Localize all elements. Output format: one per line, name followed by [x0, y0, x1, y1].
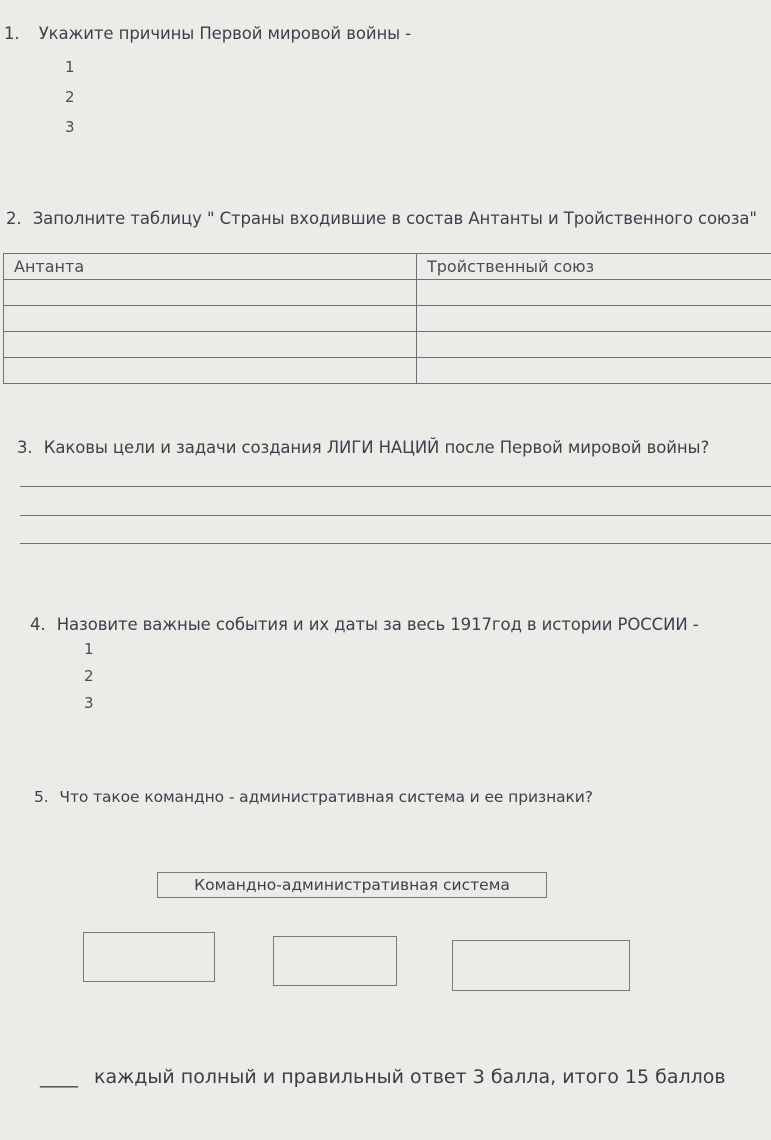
- diagram-answer-box-2[interactable]: [273, 936, 397, 986]
- alliances-table: [3, 253, 771, 384]
- header-entente: Антанта: [4, 254, 417, 280]
- question-3: [17, 438, 709, 457]
- table-cell[interactable]: [4, 332, 417, 358]
- scoring-note: [40, 1066, 726, 1088]
- table-row: [4, 280, 771, 306]
- table-cell[interactable]: [417, 358, 771, 384]
- question-5: [34, 788, 593, 806]
- table-cell[interactable]: [4, 306, 417, 332]
- question-4-text: Назовите важные события и их даты за весь 1917год в истории РОССИИ -: [56, 615, 699, 634]
- q1-item-3: 3: [65, 118, 75, 136]
- diagram-title: Командно-административная система: [194, 876, 510, 894]
- question-2-number: 2.: [6, 209, 22, 228]
- q4-item-2: 2: [84, 667, 94, 685]
- question-5-text: Что такое командно - административная система и ее признаки?: [59, 788, 593, 806]
- q4-item-1: 1: [84, 640, 94, 658]
- question-3-text: Каковы цели и задачи создания ЛИГИ НАЦИЙ после Первой мировой войны?: [43, 438, 710, 457]
- q1-item-1: 1: [65, 58, 75, 76]
- question-5-number: 5.: [34, 788, 49, 806]
- scoring-blank: ____: [40, 1066, 78, 1088]
- header-triple-alliance: Тройственный союз: [417, 254, 771, 280]
- table-cell[interactable]: [4, 358, 417, 384]
- question-1-text: Укажите причины Первой мировой войны -: [38, 24, 412, 43]
- table-cell[interactable]: [4, 280, 417, 306]
- question-1-number: 1.: [4, 24, 20, 43]
- question-4: [30, 615, 699, 634]
- table-cell[interactable]: [417, 332, 771, 358]
- question-3-number: 3.: [17, 438, 33, 457]
- question-1: [4, 24, 411, 43]
- question-2: [6, 209, 757, 228]
- diagram-answer-box-1[interactable]: [83, 932, 215, 982]
- scoring-text: каждый полный и правильный ответ 3 балла, итого 15 баллов: [94, 1066, 726, 1088]
- table-row: [4, 358, 771, 384]
- table-row: [4, 332, 771, 358]
- table-cell[interactable]: [417, 280, 771, 306]
- table-cell[interactable]: [417, 306, 771, 332]
- answer-line-2[interactable]: [20, 515, 771, 516]
- diagram-answer-box-3[interactable]: [452, 940, 630, 991]
- table-row: [4, 306, 771, 332]
- diagram-main-box: [157, 872, 547, 898]
- table-header-row: [4, 254, 771, 280]
- question-4-number: 4.: [30, 615, 46, 634]
- question-2-text: Заполните таблицу " Страны входившие в состав Антанты и Тройственного союза": [32, 209, 757, 228]
- q4-item-3: 3: [84, 694, 94, 712]
- q1-item-2: 2: [65, 88, 75, 106]
- answer-line-3[interactable]: [20, 543, 771, 544]
- answer-line-1[interactable]: [20, 486, 771, 487]
